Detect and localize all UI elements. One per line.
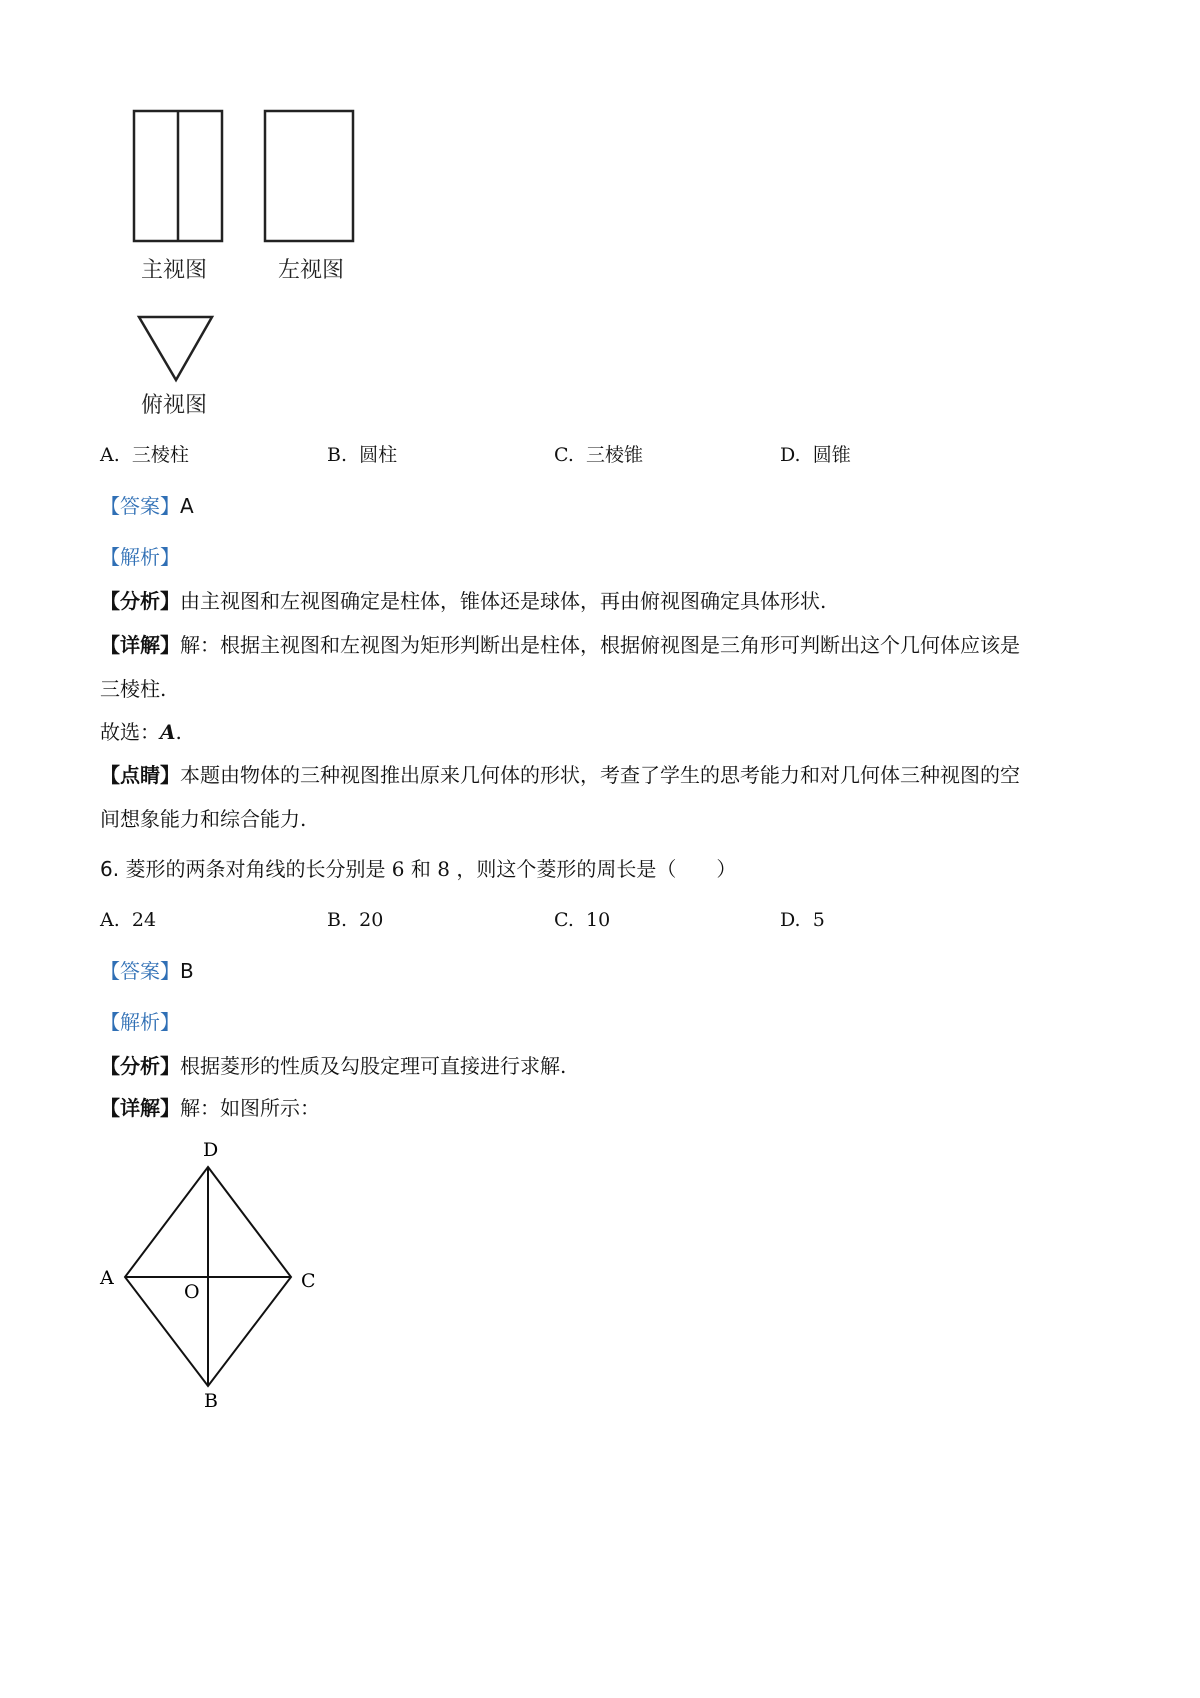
q5-fenxi-tag: 【分析】 xyxy=(100,589,180,613)
q5-option-d xyxy=(780,441,851,469)
q5-option-b-text: 圆柱 xyxy=(359,444,398,466)
rhombus-diagram xyxy=(90,1130,340,1420)
vertex-label-d: D xyxy=(203,1139,219,1161)
q5-dianjing xyxy=(100,761,1020,789)
q5-xiangjie xyxy=(100,631,1020,659)
q5-answer-value: A xyxy=(180,494,194,518)
q5-option-a xyxy=(100,441,189,469)
q6-analysis-tag: 【解析】 xyxy=(100,1010,180,1034)
left-view-rect xyxy=(265,111,353,241)
q6-number: 6. xyxy=(100,857,120,881)
q5-option-c-text: 三棱锥 xyxy=(586,444,644,466)
q5-fenxi-text: 由主视图和左视图确定是柱体，锥体还是球体，再由俯视图确定具体形状. xyxy=(180,589,827,613)
q5-dianjing-line2: 间想象能力和综合能力. xyxy=(100,807,307,831)
q5-option-d-letter: D. xyxy=(780,444,801,466)
q6-xiangjie-tag: 【详解】 xyxy=(100,1096,180,1120)
q5-choice xyxy=(100,718,182,746)
q5-xiangjie-line1: 解：根据主视图和左视图为矩形判断出是柱体，根据俯视图是三角形可判断出这个几何体应该是 xyxy=(180,633,1020,657)
top-view-triangle xyxy=(139,317,212,380)
q6-stem xyxy=(100,855,736,883)
q6-option-c-text: 10 xyxy=(586,909,611,931)
q6-option-a-text: 24 xyxy=(131,909,157,931)
q5-xiangjie-tag: 【详解】 xyxy=(100,633,180,657)
q5-option-c xyxy=(554,441,643,469)
q6-fenxi-tag: 【分析】 xyxy=(100,1054,180,1078)
q6-answer-tag: 【答案】 xyxy=(100,959,180,983)
q6-fenxi xyxy=(100,1052,566,1080)
q6-option-d-letter: D. xyxy=(780,909,801,931)
vertex-label-c: C xyxy=(301,1270,316,1292)
q6-option-b-text: 20 xyxy=(359,909,384,931)
q5-option-b xyxy=(327,441,397,469)
q6-option-c xyxy=(554,906,610,934)
center-label-o: O xyxy=(184,1281,200,1303)
q5-xiangjie-line2: 三棱柱. xyxy=(100,677,167,701)
q5-analysis-tag: 【解析】 xyxy=(100,545,180,569)
q6-option-b-letter: B. xyxy=(327,909,348,931)
q5-answer-tag: 【答案】 xyxy=(100,494,180,518)
q6-stem-text: 菱形的两条对角线的长分别是 6 和 8 ，则这个菱形的周长是（ ） xyxy=(125,857,737,881)
q5-answer xyxy=(100,492,194,520)
q6-answer-value: B xyxy=(180,959,194,983)
q5-option-a-letter: A. xyxy=(100,444,120,466)
q6-option-d-text: 5 xyxy=(812,909,825,931)
q5-choice-prefix: 故选： xyxy=(100,720,160,744)
q5-dianjing-line1: 本题由物体的三种视图推出原来几何体的形状，考查了学生的思考能力和对几何体三种视图的空 xyxy=(180,763,1020,787)
vertex-label-b: B xyxy=(204,1390,218,1412)
q5-choice-letter: A xyxy=(160,720,176,744)
q6-option-b xyxy=(327,906,383,934)
left-view-label: 左视图 xyxy=(278,258,345,283)
q5-option-d-text: 圆锥 xyxy=(812,444,851,466)
q5-dianjing-tag: 【点睛】 xyxy=(100,763,180,787)
q6-xiangjie-text: 解：如图所示： xyxy=(180,1096,320,1120)
q5-option-c-letter: C. xyxy=(554,444,574,466)
q6-answer xyxy=(100,957,194,985)
q5-option-b-letter: B. xyxy=(327,444,348,466)
q6-option-d xyxy=(780,906,825,934)
front-view-label: 主视图 xyxy=(141,258,208,283)
q5-fenxi xyxy=(100,587,826,615)
vertex-label-a: A xyxy=(100,1267,114,1289)
q5-choice-suffix: . xyxy=(175,720,182,744)
q5-option-a-text: 三棱柱 xyxy=(131,444,189,466)
q6-fenxi-text: 根据菱形的性质及勾股定理可直接进行求解. xyxy=(180,1054,567,1078)
q6-option-a-letter: A. xyxy=(100,909,120,931)
top-view-label: 俯视图 xyxy=(141,393,208,418)
q6-option-a xyxy=(100,906,156,934)
q6-xiangjie xyxy=(100,1094,320,1122)
q6-option-c-letter: C. xyxy=(554,909,574,931)
